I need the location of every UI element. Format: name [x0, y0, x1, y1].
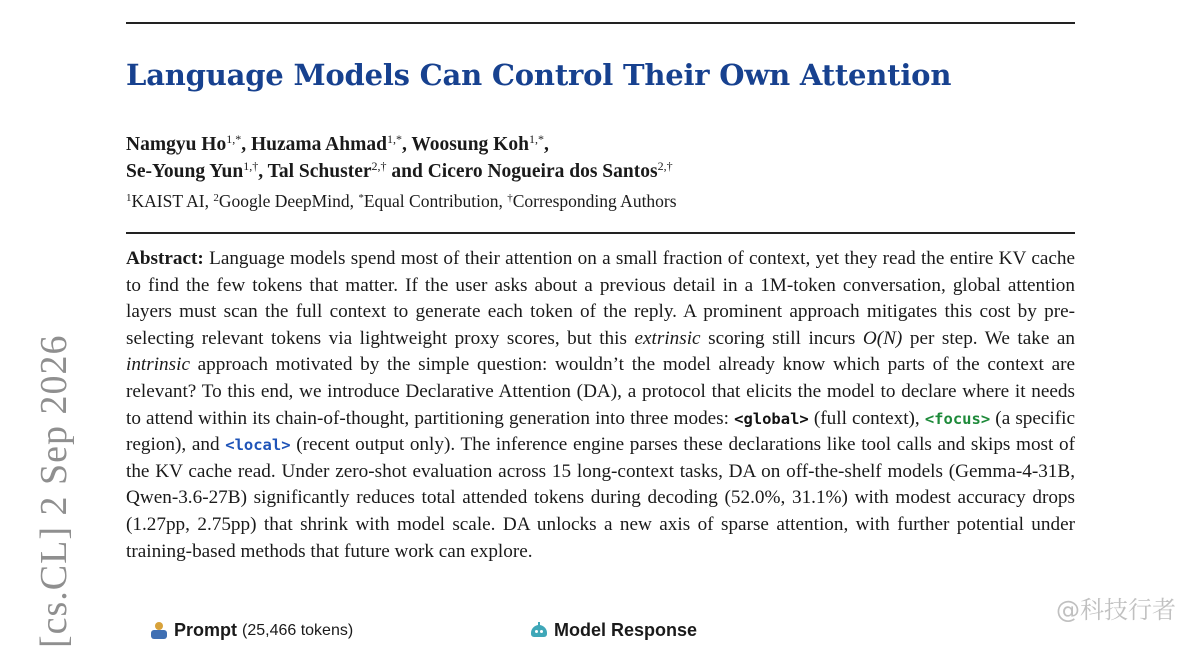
author-separator: , — [401, 134, 412, 155]
author-entry — [428, 161, 673, 182]
author-marks: 1,* — [386, 132, 402, 146]
abstract-text: scoring still incurs — [700, 327, 863, 349]
author-entry — [268, 161, 428, 182]
affiliations: $^1$KAIST AI, $^2$Google DeepMind, *Equal Contribution, †Corresponding Authors — [126, 191, 677, 211]
arxiv-stamp: [cs.CL] 2 Sep 2026 — [33, 334, 75, 648]
affiliation-mark: * — [358, 192, 364, 204]
robot-icon — [530, 622, 548, 640]
author-marks: 1,* — [226, 132, 242, 146]
author-separator: and — [386, 161, 428, 182]
author-marks: 2,† — [371, 159, 387, 173]
author-list — [126, 131, 673, 185]
top-rule — [126, 22, 1075, 24]
abstract-rule — [126, 232, 1075, 234]
focus-token: <focus> — [924, 409, 991, 428]
author-name: Woosung Koh — [411, 134, 529, 155]
abstract-emphasis: intrinsic — [126, 354, 190, 376]
abstract-text: (recent output only). The inference engine parses these declarations like tool calls and skips most of the KV cache read. Under zero-shot evaluation across 15 long-context tasks, DA on off-the-shelf models (Gemma-4-31B, Qwen-3.6-27B) significantly reduces total attended tokens during decoding (52.0%, 31.1%) with modest accuracy drops (1.27pp, 2.75pp) that shrink with model scale. DA unlocks a new axis of sparse attention, with further potential under training-based methods that future work can explore. — [126, 434, 1075, 562]
author-entry — [126, 161, 268, 182]
abstract-text: (a specific region), and — [126, 407, 1075, 456]
global-token: <global> — [734, 409, 809, 428]
author-marks: 1,* — [528, 132, 544, 146]
abstract-text: Language models spend most of their attention on a small fraction of context, yet they read the entire KV cache to find the few tokens that matter. If the user asks about a previous detail in a 1M-token conversation, global attention layers must scan the full context to generate each token of the reply. A prominent approach mitigates this cost by pre-selecting relevant tokens via lightweight proxy scores, but this — [126, 248, 1075, 349]
complexity-notation: O(N) — [862, 327, 903, 349]
author-name: Namgyu Ho — [126, 134, 227, 155]
author-name: Cicero Nogueira dos Santos — [427, 161, 658, 182]
author-name: Tal Schuster — [267, 161, 372, 182]
response-panel-heading — [530, 620, 697, 641]
abstract-text: (full context), — [808, 407, 925, 429]
author-entry — [126, 134, 251, 155]
prompt-panel-heading — [150, 620, 353, 641]
person-icon — [150, 622, 168, 640]
author-separator: , — [543, 134, 549, 155]
author-name: Huzama Ahmad — [250, 134, 387, 155]
author-name: Se-Young Yun — [126, 161, 244, 182]
affiliation-mark: † — [507, 192, 513, 204]
affiliation-text: Corresponding Authors — [512, 191, 677, 211]
abstract-text: per step. We take an — [902, 327, 1075, 349]
affiliation-text: KAIST AI — [131, 191, 205, 211]
abstract — [126, 246, 1075, 565]
author-marks: 1,† — [243, 159, 259, 173]
abstract-emphasis: extrinsic — [634, 327, 701, 349]
response-label: Model Response — [554, 620, 698, 640]
prompt-label: Prompt — [174, 620, 237, 640]
author-separator: , — [258, 161, 268, 182]
paper-title: Language Models Can Control Their Own Attention — [126, 58, 952, 92]
affiliation-mark: 1 — [126, 192, 132, 204]
affiliation-text: Google DeepMind — [218, 191, 350, 211]
author-entry — [411, 134, 548, 155]
author-marks: 2,† — [657, 159, 673, 173]
author-separator: , — [241, 134, 251, 155]
prompt-token-count: (25,466 tokens) — [242, 621, 354, 639]
local-token: <local> — [225, 436, 291, 455]
affiliation-text: Equal Contribution — [363, 191, 499, 211]
abstract-label: Abstract: — [126, 248, 204, 269]
affiliation-mark: 2 — [213, 192, 219, 204]
abstract-text: approach motivated by the simple question: wouldn’t the model already know which parts of the context are relevant? To this end, we introduce Declarative Attention (DA), a protocol that elicits the model to declare where it needs to attend within its chain-of-thought, partitioning generation into three modes: — [126, 354, 1075, 429]
watermark: @科技行者 — [1056, 596, 1176, 624]
author-entry — [251, 134, 411, 155]
